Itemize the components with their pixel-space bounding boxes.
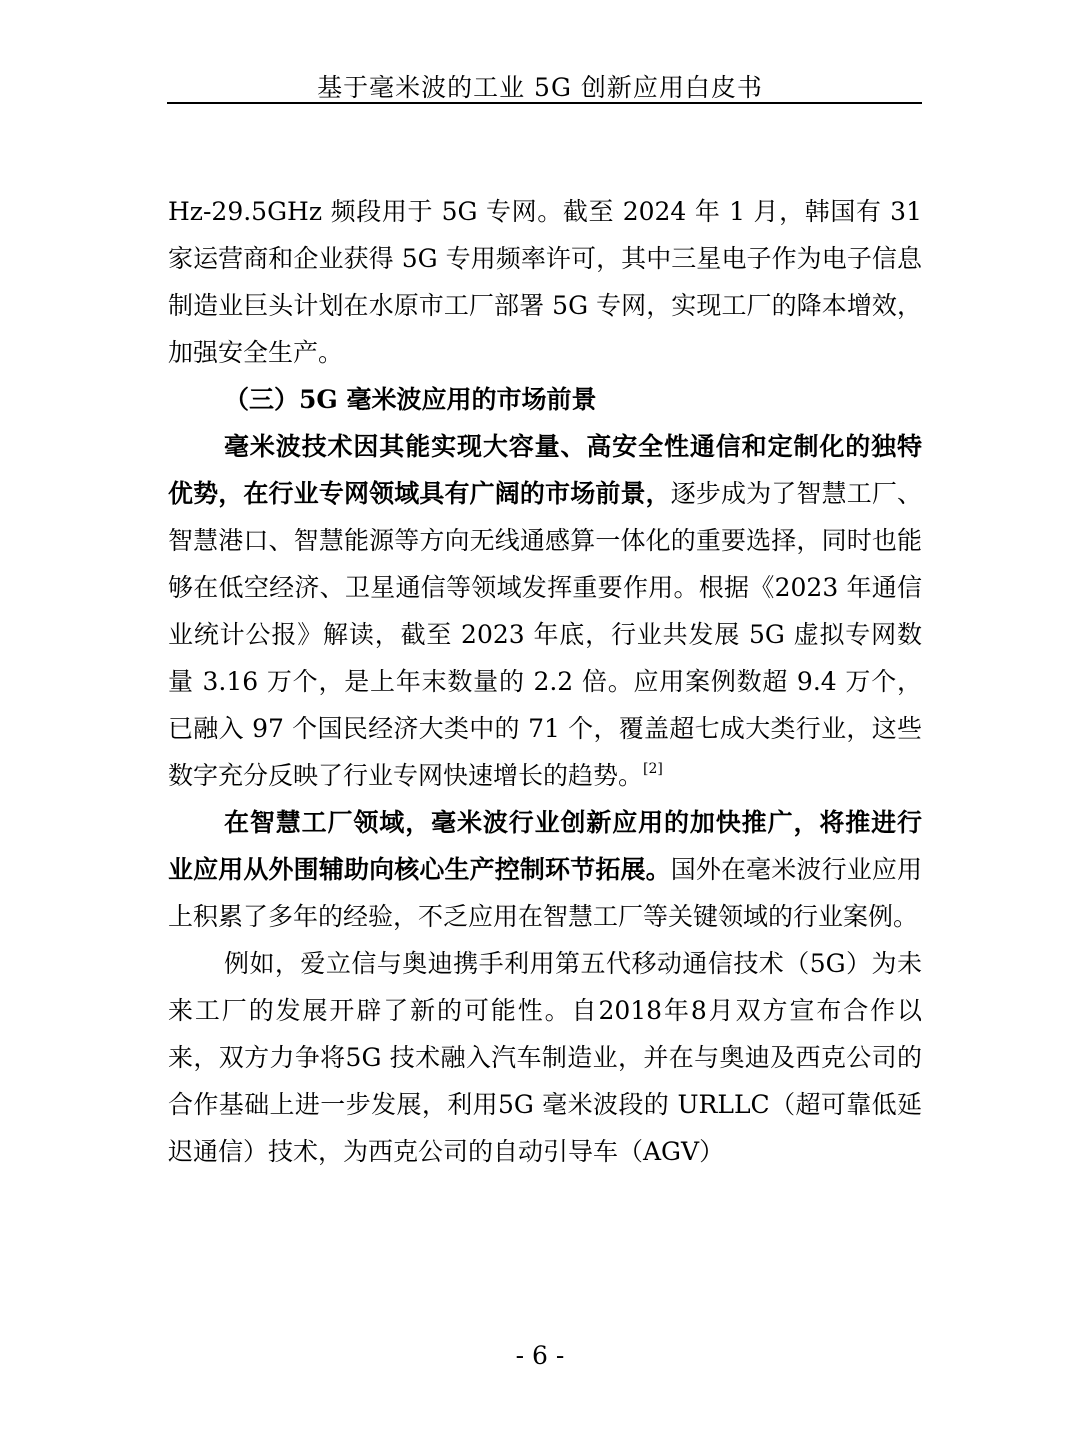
page-number: - 6 -	[515, 1341, 565, 1370]
running-header: 基于毫米波的工业 5G 创新应用白皮书	[317, 73, 763, 102]
key-statement: 毫米波技术因其能实现大容量、高安全性通信和定制化的独特优势，在行业专网领域具有广阔的市场前景，	[168, 432, 922, 508]
paragraph-text: 逐步成为了智慧工厂、智慧港口、智慧能源等方向无线通感算一体化的重要选择，同时也能够在低空经济、卫星通信等领域发挥重要作用。根据《2023 年通信业统计公报》解读，截至 2023 年底，行业共发展 5G 虚拟专网数量 3.16 万个，是上年末数量的 2.2 倍。应用案例数超 9.4 万个，已融入 97 个国民经济大类中的 71 个，覆盖超七成大类行业，这些数字充分反映了行业专网快速增长的趋势。	[168, 479, 922, 790]
paragraph-korea-5g: Hz-29.5GHz 频段用于 5G 专网。截至 2024 年 1 月，韩国有 31 家运营商和企业获得 5G 专用频率许可，其中三星电子作为电子信息制造业巨头计划在水原市工厂部署 5G 专网，实现工厂的降本增效，加强安全生产。	[168, 197, 922, 367]
key-statement: 在智慧工厂领域，毫米波行业创新应用的加快推广，将推进行业应用从外围辅助向核心生产控制环节拓展。	[168, 808, 922, 884]
body-text	[168, 188, 922, 1175]
citation-reference: [2]	[643, 761, 663, 777]
paragraph-smart-factory	[168, 799, 922, 940]
paragraph-market-prospects	[168, 423, 922, 799]
section-heading: （三）5G 毫米波应用的市场前景	[224, 385, 597, 414]
paragraph-text: 国外在毫米波行业应用上积累了多年的经验，不乏应用在智慧工厂等关键领域的行业案例。	[168, 855, 922, 931]
header-divider	[167, 102, 922, 104]
paragraph-ericsson-audi: 例如，爱立信与奥迪携手利用第五代移动通信技术（5G）为未来工厂的发展开辟了新的可能性。自2018年8月双方宣布合作以来，双方力争将5G 技术融入汽车制造业，并在与奥迪及西克公司的合作基础上进一步发展，利用5G 毫米波段的 URLLC（超可靠低延迟通信）技术，为西克公司的自动引导车（AGV）	[168, 949, 922, 1166]
